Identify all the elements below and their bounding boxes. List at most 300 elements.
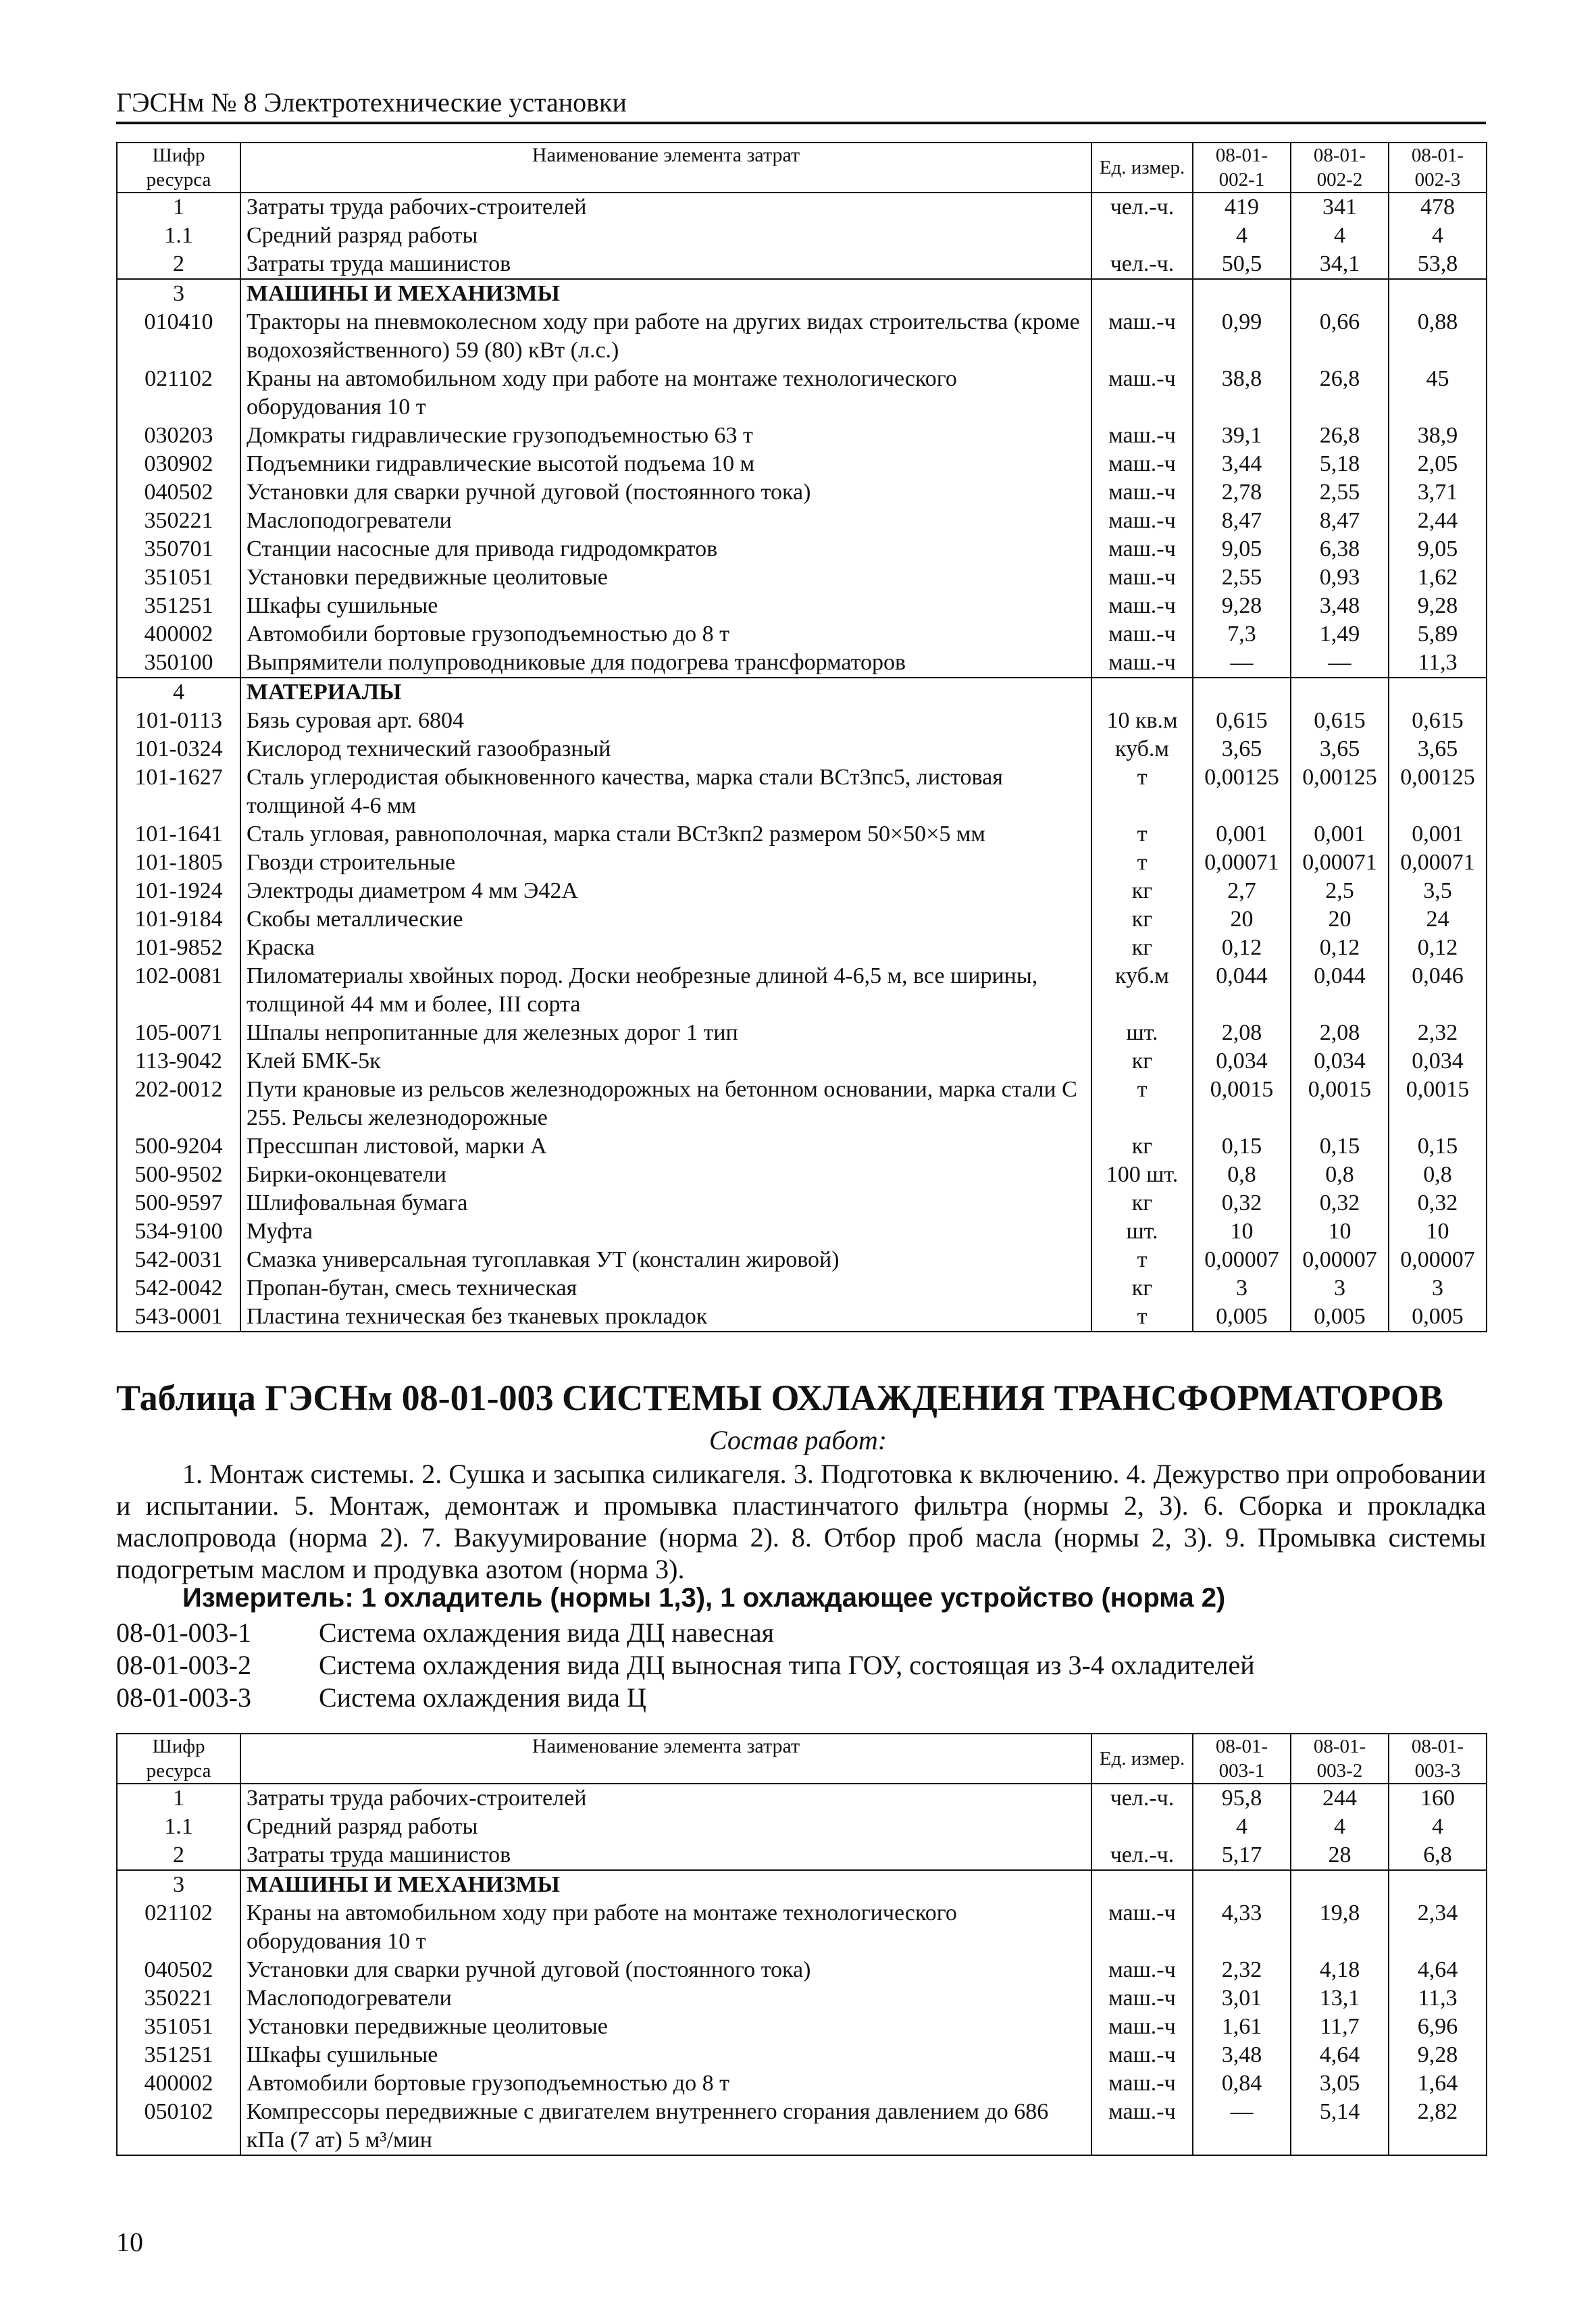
table-row bbox=[117, 222, 1487, 250]
unit: шт. bbox=[1091, 1217, 1193, 1246]
resource-code: 1.1 bbox=[117, 222, 240, 250]
resource-name: Шлифовальная бумага bbox=[240, 1189, 1091, 1217]
value-norm-3: 4 bbox=[1389, 1813, 1487, 1841]
header-norm-3: 08-01-002-3 bbox=[1389, 143, 1487, 193]
value-norm-3: 0,00007 bbox=[1389, 1246, 1487, 1274]
resource-code: 350221 bbox=[117, 1984, 240, 2013]
resource-code: 101-1627 bbox=[117, 763, 240, 820]
value-norm-1: 2,08 bbox=[1193, 1019, 1291, 1047]
cost-table-08-01-003 bbox=[116, 1733, 1487, 2156]
value-norm-1: 0,00007 bbox=[1193, 1246, 1291, 1274]
table-row bbox=[117, 535, 1487, 563]
resource-name: Шкафы сушильные bbox=[240, 2041, 1091, 2069]
value-norm-1: 0,615 bbox=[1193, 707, 1291, 735]
resource-code: 500-9597 bbox=[117, 1189, 240, 1217]
value-norm-3: 24 bbox=[1389, 905, 1487, 934]
resource-code: 542-0042 bbox=[117, 1274, 240, 1303]
resource-name: Средний разряд работы bbox=[240, 222, 1091, 250]
resource-name: Гвозди строительные bbox=[240, 849, 1091, 877]
resource-name: Тракторы на пневмоколесном ходу при работе на других видах строительства (кроме водохозяйственного) 59 (80) кВт (л.с.) bbox=[240, 308, 1091, 365]
resource-code: 101-0324 bbox=[117, 735, 240, 763]
value-norm-1: 419 bbox=[1193, 193, 1291, 222]
value-norm-2: 0,00125 bbox=[1291, 763, 1389, 820]
unit: маш.-ч bbox=[1091, 478, 1193, 507]
table-row bbox=[117, 820, 1487, 849]
norm-list bbox=[116, 1617, 1255, 1714]
value-norm-1: 1,61 bbox=[1193, 2013, 1291, 2041]
value-norm-2: 0,8 bbox=[1291, 1161, 1389, 1189]
resource-name: Пропан-бутан, смесь техническая bbox=[240, 1274, 1091, 1303]
header-norm-1: 08-01-002-1 bbox=[1193, 143, 1291, 193]
table-row bbox=[117, 1132, 1487, 1161]
unit: кг bbox=[1091, 1047, 1193, 1076]
value-norm-2: 2,08 bbox=[1291, 1019, 1389, 1047]
table-row bbox=[117, 934, 1487, 962]
table-row bbox=[117, 1813, 1487, 1841]
norm-code: 08-01-003-3 bbox=[116, 1682, 251, 1713]
value-norm-2: — bbox=[1291, 649, 1389, 678]
value-norm-2: 11,7 bbox=[1291, 2013, 1389, 2041]
value-norm-2: 3 bbox=[1291, 1274, 1389, 1303]
value-norm-1: 5,17 bbox=[1193, 1841, 1291, 1870]
value-norm-1: 3 bbox=[1193, 1274, 1291, 1303]
resource-code: 500-9502 bbox=[117, 1161, 240, 1189]
resource-name: Скобы металлические bbox=[240, 905, 1091, 934]
resource-name: Краны на автомобильном ходу при работе на монтаже технологического оборудования 10 т bbox=[240, 1899, 1091, 1956]
value-norm-3: 9,28 bbox=[1389, 592, 1487, 620]
norm-code: 08-01-003-2 bbox=[116, 1650, 251, 1680]
table-row bbox=[117, 1246, 1487, 1274]
composition-text: 1. Монтаж системы. 2. Сушка и засыпка силикагеля. 3. Подготовка к включению. 4. Дежурство при опробовании и испытании. 5. Монтаж, демонтаж и промывка пластинчатого фильтра (нормы 2, 3). 6. Сборка и прокладка маслопровода (норма 2). 7. Вакуумирование (норма 2). 8. Отбор проб масла (нормы 2, 3). 9. Промывка системы подогретым маслом и продувка азотом (норма 3). bbox=[116, 1459, 1486, 1584]
value-norm-1: 0,15 bbox=[1193, 1132, 1291, 1161]
table-header-row bbox=[117, 1734, 1487, 1784]
table-row bbox=[117, 1784, 1487, 1813]
norm-name: Система охлаждения вида ДЦ выносная типа ГОУ, состоящая из 3-4 охладителей bbox=[319, 1650, 1255, 1680]
unit: маш.-ч bbox=[1091, 507, 1193, 535]
value-norm-2: 0,00007 bbox=[1291, 1246, 1389, 1274]
value-norm-1: 39,1 bbox=[1193, 422, 1291, 450]
unit: маш.-ч bbox=[1091, 1984, 1193, 2013]
value-norm-1: 4 bbox=[1193, 222, 1291, 250]
table-row bbox=[117, 2041, 1487, 2069]
table-title bbox=[116, 1377, 1443, 1419]
header-norm-3: 08-01-003-3 bbox=[1389, 1734, 1487, 1784]
table-title-code: Таблица ГЭСНм 08-01-003 bbox=[116, 1378, 554, 1418]
value-norm-3: 2,05 bbox=[1389, 450, 1487, 478]
value-norm-1: 2,32 bbox=[1193, 1956, 1291, 1984]
resource-code: 351251 bbox=[117, 2041, 240, 2069]
section-row bbox=[117, 279, 1487, 308]
value-norm-1 bbox=[1193, 279, 1291, 308]
value-norm-1: 0,0015 bbox=[1193, 1076, 1291, 1132]
value-norm-2: 28 bbox=[1291, 1841, 1389, 1870]
value-norm-1: 0,001 bbox=[1193, 820, 1291, 849]
resource-code: 021102 bbox=[117, 365, 240, 422]
resource-name: Муфта bbox=[240, 1217, 1091, 1246]
unit bbox=[1091, 279, 1193, 308]
value-norm-2: 2,55 bbox=[1291, 478, 1389, 507]
meter-line bbox=[182, 1583, 1225, 1613]
section-row bbox=[117, 1870, 1487, 1899]
table-row bbox=[117, 2013, 1487, 2041]
resource-name: Затраты труда машинистов bbox=[240, 250, 1091, 279]
unit: маш.-ч bbox=[1091, 2013, 1193, 2041]
value-norm-2: 19,8 bbox=[1291, 1899, 1389, 1956]
table-title-name: СИСТЕМЫ ОХЛАЖДЕНИЯ ТРАНСФОРМАТОРОВ bbox=[562, 1378, 1443, 1418]
value-norm-2: 26,8 bbox=[1291, 422, 1389, 450]
header-norm-2: 08-01-002-2 bbox=[1291, 143, 1389, 193]
value-norm-2: 4 bbox=[1291, 222, 1389, 250]
value-norm-3: 10 bbox=[1389, 1217, 1487, 1246]
meter-text: 1 охладитель (нормы 1,3), 1 охлаждающее устройство (норма 2) bbox=[361, 1583, 1226, 1613]
resource-code: 021102 bbox=[117, 1899, 240, 1956]
resource-name: Бирки-оконцеватели bbox=[240, 1161, 1091, 1189]
value-norm-2: 0,0015 bbox=[1291, 1076, 1389, 1132]
resource-code: 543-0001 bbox=[117, 1303, 240, 1332]
value-norm-1: 0,034 bbox=[1193, 1047, 1291, 1076]
value-norm-3: 4,64 bbox=[1389, 1956, 1487, 1984]
resource-code: 350221 bbox=[117, 507, 240, 535]
value-norm-2: 2,5 bbox=[1291, 877, 1389, 905]
value-norm-3: 1,62 bbox=[1389, 563, 1487, 592]
value-norm-1: 10 bbox=[1193, 1217, 1291, 1246]
resource-code: 3 bbox=[117, 279, 240, 308]
table-row bbox=[117, 1899, 1487, 1956]
value-norm-3: 0,15 bbox=[1389, 1132, 1487, 1161]
table-row bbox=[117, 1841, 1487, 1870]
unit: кг bbox=[1091, 1274, 1193, 1303]
resource-name: Пиломатериалы хвойных пород. Доски необрезные длиной 4-6,5 м, все ширины, толщиной 44 мм и более, III сорта bbox=[240, 962, 1091, 1019]
resource-code: 101-9852 bbox=[117, 934, 240, 962]
value-norm-2: 10 bbox=[1291, 1217, 1389, 1246]
unit: кг bbox=[1091, 905, 1193, 934]
resource-code: 350100 bbox=[117, 649, 240, 678]
norm-item bbox=[116, 1617, 1255, 1649]
unit: т bbox=[1091, 1246, 1193, 1274]
value-norm-3: 0,00125 bbox=[1389, 763, 1487, 820]
value-norm-1 bbox=[1193, 678, 1291, 707]
norm-name: Система охлаждения вида ДЦ навесная bbox=[319, 1617, 774, 1648]
table-row bbox=[117, 1076, 1487, 1132]
unit: т bbox=[1091, 849, 1193, 877]
value-norm-2: 3,05 bbox=[1291, 2069, 1389, 2098]
unit bbox=[1091, 678, 1193, 707]
unit: кг bbox=[1091, 1132, 1193, 1161]
value-norm-3: 0,615 bbox=[1389, 707, 1487, 735]
resource-name: Кислород технический газообразный bbox=[240, 735, 1091, 763]
unit: маш.-ч bbox=[1091, 2069, 1193, 2098]
unit: куб.м bbox=[1091, 962, 1193, 1019]
resource-name: Затраты труда рабочих-строителей bbox=[240, 193, 1091, 222]
table-row bbox=[117, 2069, 1487, 2098]
value-norm-2 bbox=[1291, 1870, 1389, 1899]
table-row bbox=[117, 620, 1487, 649]
resource-name: Сталь угловая, равнополочная, марка стали ВСт3кп2 размером 50×50×5 мм bbox=[240, 820, 1091, 849]
header-rule bbox=[116, 122, 1486, 124]
unit: маш.-ч bbox=[1091, 1899, 1193, 1956]
value-norm-3: 0,12 bbox=[1389, 934, 1487, 962]
value-norm-3: 0,046 bbox=[1389, 962, 1487, 1019]
value-norm-3 bbox=[1389, 1870, 1487, 1899]
value-norm-1: 50,5 bbox=[1193, 250, 1291, 279]
unit: маш.-ч bbox=[1091, 649, 1193, 678]
value-norm-2: 20 bbox=[1291, 905, 1389, 934]
value-norm-2: 13,1 bbox=[1291, 1984, 1389, 2013]
value-norm-2: 3,65 bbox=[1291, 735, 1389, 763]
resource-code: 101-0113 bbox=[117, 707, 240, 735]
value-norm-1: 3,01 bbox=[1193, 1984, 1291, 2013]
resource-name: Затраты труда машинистов bbox=[240, 1841, 1091, 1870]
unit: маш.-ч bbox=[1091, 422, 1193, 450]
value-norm-1: 9,28 bbox=[1193, 592, 1291, 620]
unit bbox=[1091, 1813, 1193, 1841]
value-norm-3: 6,8 bbox=[1389, 1841, 1487, 1870]
unit: шт. bbox=[1091, 1019, 1193, 1047]
value-norm-2: 0,034 bbox=[1291, 1047, 1389, 1076]
section-row bbox=[117, 678, 1487, 707]
value-norm-3: 9,05 bbox=[1389, 535, 1487, 563]
table-row bbox=[117, 1019, 1487, 1047]
unit: 100 шт. bbox=[1091, 1161, 1193, 1189]
unit bbox=[1091, 1870, 1193, 1899]
resource-name: Домкраты гидравлические грузоподъемностью 63 т bbox=[240, 422, 1091, 450]
table-row bbox=[117, 649, 1487, 678]
value-norm-2: 0,12 bbox=[1291, 934, 1389, 962]
resource-name: Пути крановые из рельсов железнодорожных на бетонном основании, марка стали С 255. Рельсы железнодорожные bbox=[240, 1076, 1091, 1132]
header-unit: Ед. измер. bbox=[1091, 143, 1193, 193]
value-norm-1: 2,78 bbox=[1193, 478, 1291, 507]
resource-code: 351251 bbox=[117, 592, 240, 620]
value-norm-3: 0,88 bbox=[1389, 308, 1487, 365]
resource-code: 101-1805 bbox=[117, 849, 240, 877]
value-norm-1: — bbox=[1193, 649, 1291, 678]
header-unit: Ед. измер. bbox=[1091, 1734, 1193, 1784]
resource-name: Электроды диаметром 4 мм Э42А bbox=[240, 877, 1091, 905]
resource-code: 105-0071 bbox=[117, 1019, 240, 1047]
value-norm-2: 0,044 bbox=[1291, 962, 1389, 1019]
resource-code: 3 bbox=[117, 1870, 240, 1899]
value-norm-3: 0,001 bbox=[1389, 820, 1487, 849]
resource-name: Подъемники гидравлические высотой подъема 10 м bbox=[240, 450, 1091, 478]
header-norm-1: 08-01-003-1 bbox=[1193, 1734, 1291, 1784]
value-norm-1: 0,005 bbox=[1193, 1303, 1291, 1332]
table-row bbox=[117, 478, 1487, 507]
resource-name: Установки передвижные цеолитовые bbox=[240, 563, 1091, 592]
value-norm-3: 3,65 bbox=[1389, 735, 1487, 763]
unit: маш.-ч bbox=[1091, 365, 1193, 422]
value-norm-1: 0,12 bbox=[1193, 934, 1291, 962]
table-row bbox=[117, 1303, 1487, 1332]
value-norm-3: 1,64 bbox=[1389, 2069, 1487, 2098]
running-head: ГЭСНм № 8 Электротехнические установки bbox=[116, 87, 627, 118]
resource-code: 2 bbox=[117, 1841, 240, 1870]
value-norm-3: 4 bbox=[1389, 222, 1487, 250]
resource-name: Краны на автомобильном ходу при работе на монтаже технологического оборудования 10 т bbox=[240, 365, 1091, 422]
value-norm-2: 0,005 bbox=[1291, 1303, 1389, 1332]
value-norm-3 bbox=[1389, 678, 1487, 707]
table-row bbox=[117, 308, 1487, 365]
value-norm-1: 0,00071 bbox=[1193, 849, 1291, 877]
value-norm-2: 4 bbox=[1291, 1813, 1389, 1841]
table-row bbox=[117, 592, 1487, 620]
unit: т bbox=[1091, 1076, 1193, 1132]
value-norm-1: 0,32 bbox=[1193, 1189, 1291, 1217]
value-norm-1: 0,99 bbox=[1193, 308, 1291, 365]
resource-name: Сталь углеродистая обыкновенного качества, марка стали ВСт3пс5, листовая толщиной 4-6 мм bbox=[240, 763, 1091, 820]
table-row bbox=[117, 2098, 1487, 2155]
value-norm-3: 0,0015 bbox=[1389, 1076, 1487, 1132]
value-norm-2: 1,49 bbox=[1291, 620, 1389, 649]
value-norm-2 bbox=[1291, 279, 1389, 308]
value-norm-1: 2,7 bbox=[1193, 877, 1291, 905]
table-row bbox=[117, 507, 1487, 535]
resource-code: 4 bbox=[117, 678, 240, 707]
resource-name: Клей БМК-5к bbox=[240, 1047, 1091, 1076]
composition-heading: Состав работ: bbox=[709, 1425, 887, 1455]
resource-name: Шпалы непропитанные для железных дорог 1 тип bbox=[240, 1019, 1091, 1047]
resource-name: Пластина техническая без тканевых прокладок bbox=[240, 1303, 1091, 1332]
unit: маш.-ч bbox=[1091, 592, 1193, 620]
value-norm-2: 0,93 bbox=[1291, 563, 1389, 592]
value-norm-3: 0,005 bbox=[1389, 1303, 1487, 1332]
resource-code: 113-9042 bbox=[117, 1047, 240, 1076]
resource-name: Шкафы сушильные bbox=[240, 592, 1091, 620]
resource-name: Автомобили бортовые грузоподъемностью до 8 т bbox=[240, 620, 1091, 649]
table-row bbox=[117, 563, 1487, 592]
resource-code: 400002 bbox=[117, 2069, 240, 2098]
value-norm-3: 5,89 bbox=[1389, 620, 1487, 649]
value-norm-3: 2,44 bbox=[1389, 507, 1487, 535]
value-norm-1: 0,84 bbox=[1193, 2069, 1291, 2098]
unit: т bbox=[1091, 820, 1193, 849]
resource-name: Смазка универсальная тугоплавкая УТ (консталин жировой) bbox=[240, 1246, 1091, 1274]
resource-code: 500-9204 bbox=[117, 1132, 240, 1161]
value-norm-3: 45 bbox=[1389, 365, 1487, 422]
resource-code: 040502 bbox=[117, 1956, 240, 1984]
table-row bbox=[117, 763, 1487, 820]
resource-code: 030902 bbox=[117, 450, 240, 478]
header-name: Наименование элемента затрат bbox=[240, 143, 1091, 193]
value-norm-1: 3,48 bbox=[1193, 2041, 1291, 2069]
section-title: МАШИНЫ И МЕХАНИЗМЫ bbox=[240, 1870, 1091, 1899]
value-norm-1: 4,33 bbox=[1193, 1899, 1291, 1956]
table-row bbox=[117, 1047, 1487, 1076]
value-norm-2: 3,48 bbox=[1291, 592, 1389, 620]
resource-name: Компрессоры передвижные с двигателем внутреннего сгорания давлением до 686 кПа (7 ат) 5 м³/мин bbox=[240, 2098, 1091, 2155]
value-norm-1: 4 bbox=[1193, 1813, 1291, 1841]
norm-item bbox=[116, 1649, 1255, 1682]
unit: кг bbox=[1091, 1189, 1193, 1217]
value-norm-1: 3,65 bbox=[1193, 735, 1291, 763]
unit: т bbox=[1091, 1303, 1193, 1332]
table-row bbox=[117, 877, 1487, 905]
value-norm-3: 0,00071 bbox=[1389, 849, 1487, 877]
value-norm-3: 0,8 bbox=[1389, 1161, 1487, 1189]
value-norm-2: 0,00071 bbox=[1291, 849, 1389, 877]
resource-code: 1 bbox=[117, 1784, 240, 1813]
resource-name: Прессшпан листовой, марки А bbox=[240, 1132, 1091, 1161]
resource-name: Краска bbox=[240, 934, 1091, 962]
unit: 10 кв.м bbox=[1091, 707, 1193, 735]
resource-code: 400002 bbox=[117, 620, 240, 649]
value-norm-2 bbox=[1291, 678, 1389, 707]
unit: маш.-ч bbox=[1091, 620, 1193, 649]
resource-name: Выпрямители полупроводниковые для подогрева трансформаторов bbox=[240, 649, 1091, 678]
value-norm-3: 478 bbox=[1389, 193, 1487, 222]
value-norm-3: 53,8 bbox=[1389, 250, 1487, 279]
value-norm-2: 4,18 bbox=[1291, 1956, 1389, 1984]
resource-code: 040502 bbox=[117, 478, 240, 507]
unit: чел.-ч. bbox=[1091, 1784, 1193, 1813]
table-row bbox=[117, 1984, 1487, 2013]
resource-name: Установки для сварки ручной дуговой (постоянного тока) bbox=[240, 1956, 1091, 1984]
resource-name: Затраты труда рабочих-строителей bbox=[240, 1784, 1091, 1813]
unit: т bbox=[1091, 763, 1193, 820]
value-norm-3: 9,28 bbox=[1389, 2041, 1487, 2069]
table-row bbox=[117, 365, 1487, 422]
table-row bbox=[117, 450, 1487, 478]
value-norm-1: 95,8 bbox=[1193, 1784, 1291, 1813]
table-row bbox=[117, 1956, 1487, 1984]
table-row bbox=[117, 193, 1487, 222]
norm-name: Система охлаждения вида Ц bbox=[319, 1682, 646, 1713]
value-norm-2: 0,615 bbox=[1291, 707, 1389, 735]
resource-code: 202-0012 bbox=[117, 1076, 240, 1132]
value-norm-1: 7,3 bbox=[1193, 620, 1291, 649]
unit: куб.м bbox=[1091, 735, 1193, 763]
unit: маш.-ч bbox=[1091, 308, 1193, 365]
value-norm-3: 2,82 bbox=[1389, 2098, 1487, 2155]
resource-name: Бязь суровая арт. 6804 bbox=[240, 707, 1091, 735]
value-norm-1: — bbox=[1193, 2098, 1291, 2155]
meter-label: Измеритель: bbox=[182, 1583, 354, 1613]
value-norm-1: 2,55 bbox=[1193, 563, 1291, 592]
resource-code: 1 bbox=[117, 193, 240, 222]
table-row bbox=[117, 1161, 1487, 1189]
unit: маш.-ч bbox=[1091, 1956, 1193, 1984]
header-name: Наименование элемента затрат bbox=[240, 1734, 1091, 1784]
value-norm-3: 3 bbox=[1389, 1274, 1487, 1303]
resource-code: 102-0081 bbox=[117, 962, 240, 1019]
norm-item bbox=[116, 1682, 1255, 1714]
cost-table-08-01-002 bbox=[116, 142, 1487, 1332]
value-norm-2: 0,66 bbox=[1291, 308, 1389, 365]
header-norm-2: 08-01-003-2 bbox=[1291, 1734, 1389, 1784]
resource-name: Установки передвижные цеолитовые bbox=[240, 2013, 1091, 2041]
table-row bbox=[117, 1217, 1487, 1246]
value-norm-1: 8,47 bbox=[1193, 507, 1291, 535]
unit: маш.-ч bbox=[1091, 450, 1193, 478]
resource-code: 351051 bbox=[117, 2013, 240, 2041]
table-body bbox=[117, 1784, 1487, 2155]
section-title: МАШИНЫ И МЕХАНИЗМЫ bbox=[240, 279, 1091, 308]
resource-code: 1.1 bbox=[117, 1813, 240, 1841]
value-norm-2: 5,14 bbox=[1291, 2098, 1389, 2155]
header-code: Шифр ресурса bbox=[117, 1734, 240, 1784]
resource-name: Установки для сварки ручной дуговой (постоянного тока) bbox=[240, 478, 1091, 507]
value-norm-1: 0,8 bbox=[1193, 1161, 1291, 1189]
unit: чел.-ч. bbox=[1091, 1841, 1193, 1870]
value-norm-3: 3,71 bbox=[1389, 478, 1487, 507]
unit: маш.-ч bbox=[1091, 535, 1193, 563]
section-title: МАТЕРИАЛЫ bbox=[240, 678, 1091, 707]
resource-code: 101-9184 bbox=[117, 905, 240, 934]
value-norm-3: 38,9 bbox=[1389, 422, 1487, 450]
resource-code: 2 bbox=[117, 250, 240, 279]
resource-code: 030203 bbox=[117, 422, 240, 450]
value-norm-3: 2,34 bbox=[1389, 1899, 1487, 1956]
table-row bbox=[117, 1274, 1487, 1303]
